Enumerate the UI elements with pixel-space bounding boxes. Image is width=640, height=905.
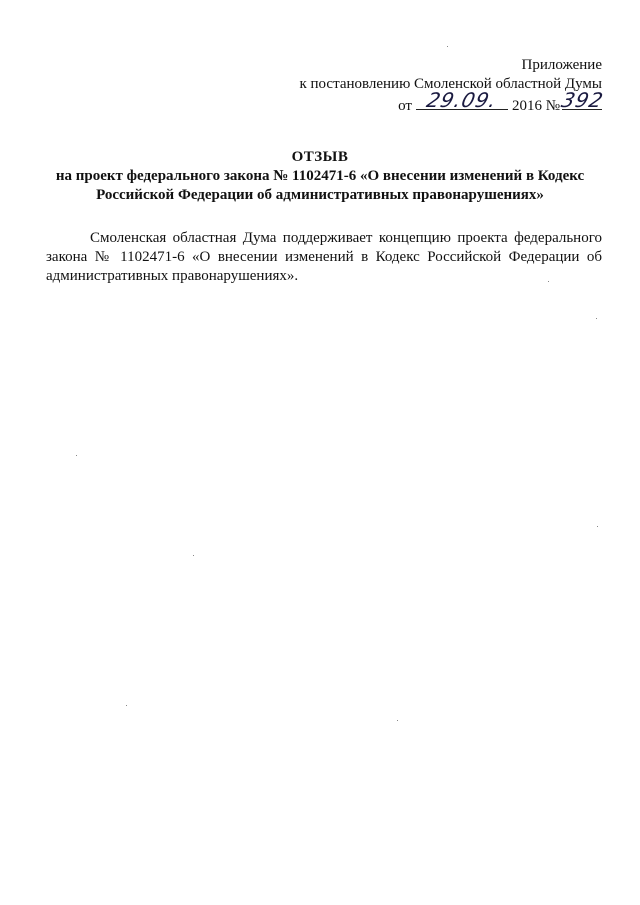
title-subtitle-line-2: Российской Федерации об административных правонарушениях»: [96, 187, 544, 203]
scan-speck: [397, 720, 398, 721]
resolution-reference: к постановлению Смоленской областной Думы: [299, 76, 602, 92]
scan-speck: [193, 555, 194, 556]
document-title-block: [40, 148, 600, 205]
handwritten-date: 29.09.: [424, 88, 500, 112]
number-field: [559, 88, 607, 112]
body-paragraph: Смоленская областная Дума поддерживает концепцию проекта федерального закона № 1102471-6 «О внесении изменений в Кодекс Российской Федерации об административных правонарушениях».: [46, 230, 602, 284]
scan-speck: [596, 318, 597, 319]
page-title: ОТЗЫВ: [291, 149, 349, 165]
title-subtitle-line-1: на проект федерального закона № 1102471-6 «О внесении изменений в Кодекс: [55, 168, 585, 184]
appendix-header: [272, 56, 607, 116]
date-field: [416, 88, 508, 112]
handwritten-number: 392: [559, 88, 607, 112]
appendix-label: Приложение: [521, 57, 602, 73]
scan-speck: [126, 705, 127, 706]
date-number-line: [272, 88, 607, 116]
date-prefix: от: [398, 98, 412, 114]
scan-speck: [76, 455, 77, 456]
scan-speck: [447, 46, 448, 47]
scan-speck: [597, 526, 598, 527]
year-number-label: 2016 №: [511, 98, 560, 114]
scan-speck: [548, 281, 549, 282]
